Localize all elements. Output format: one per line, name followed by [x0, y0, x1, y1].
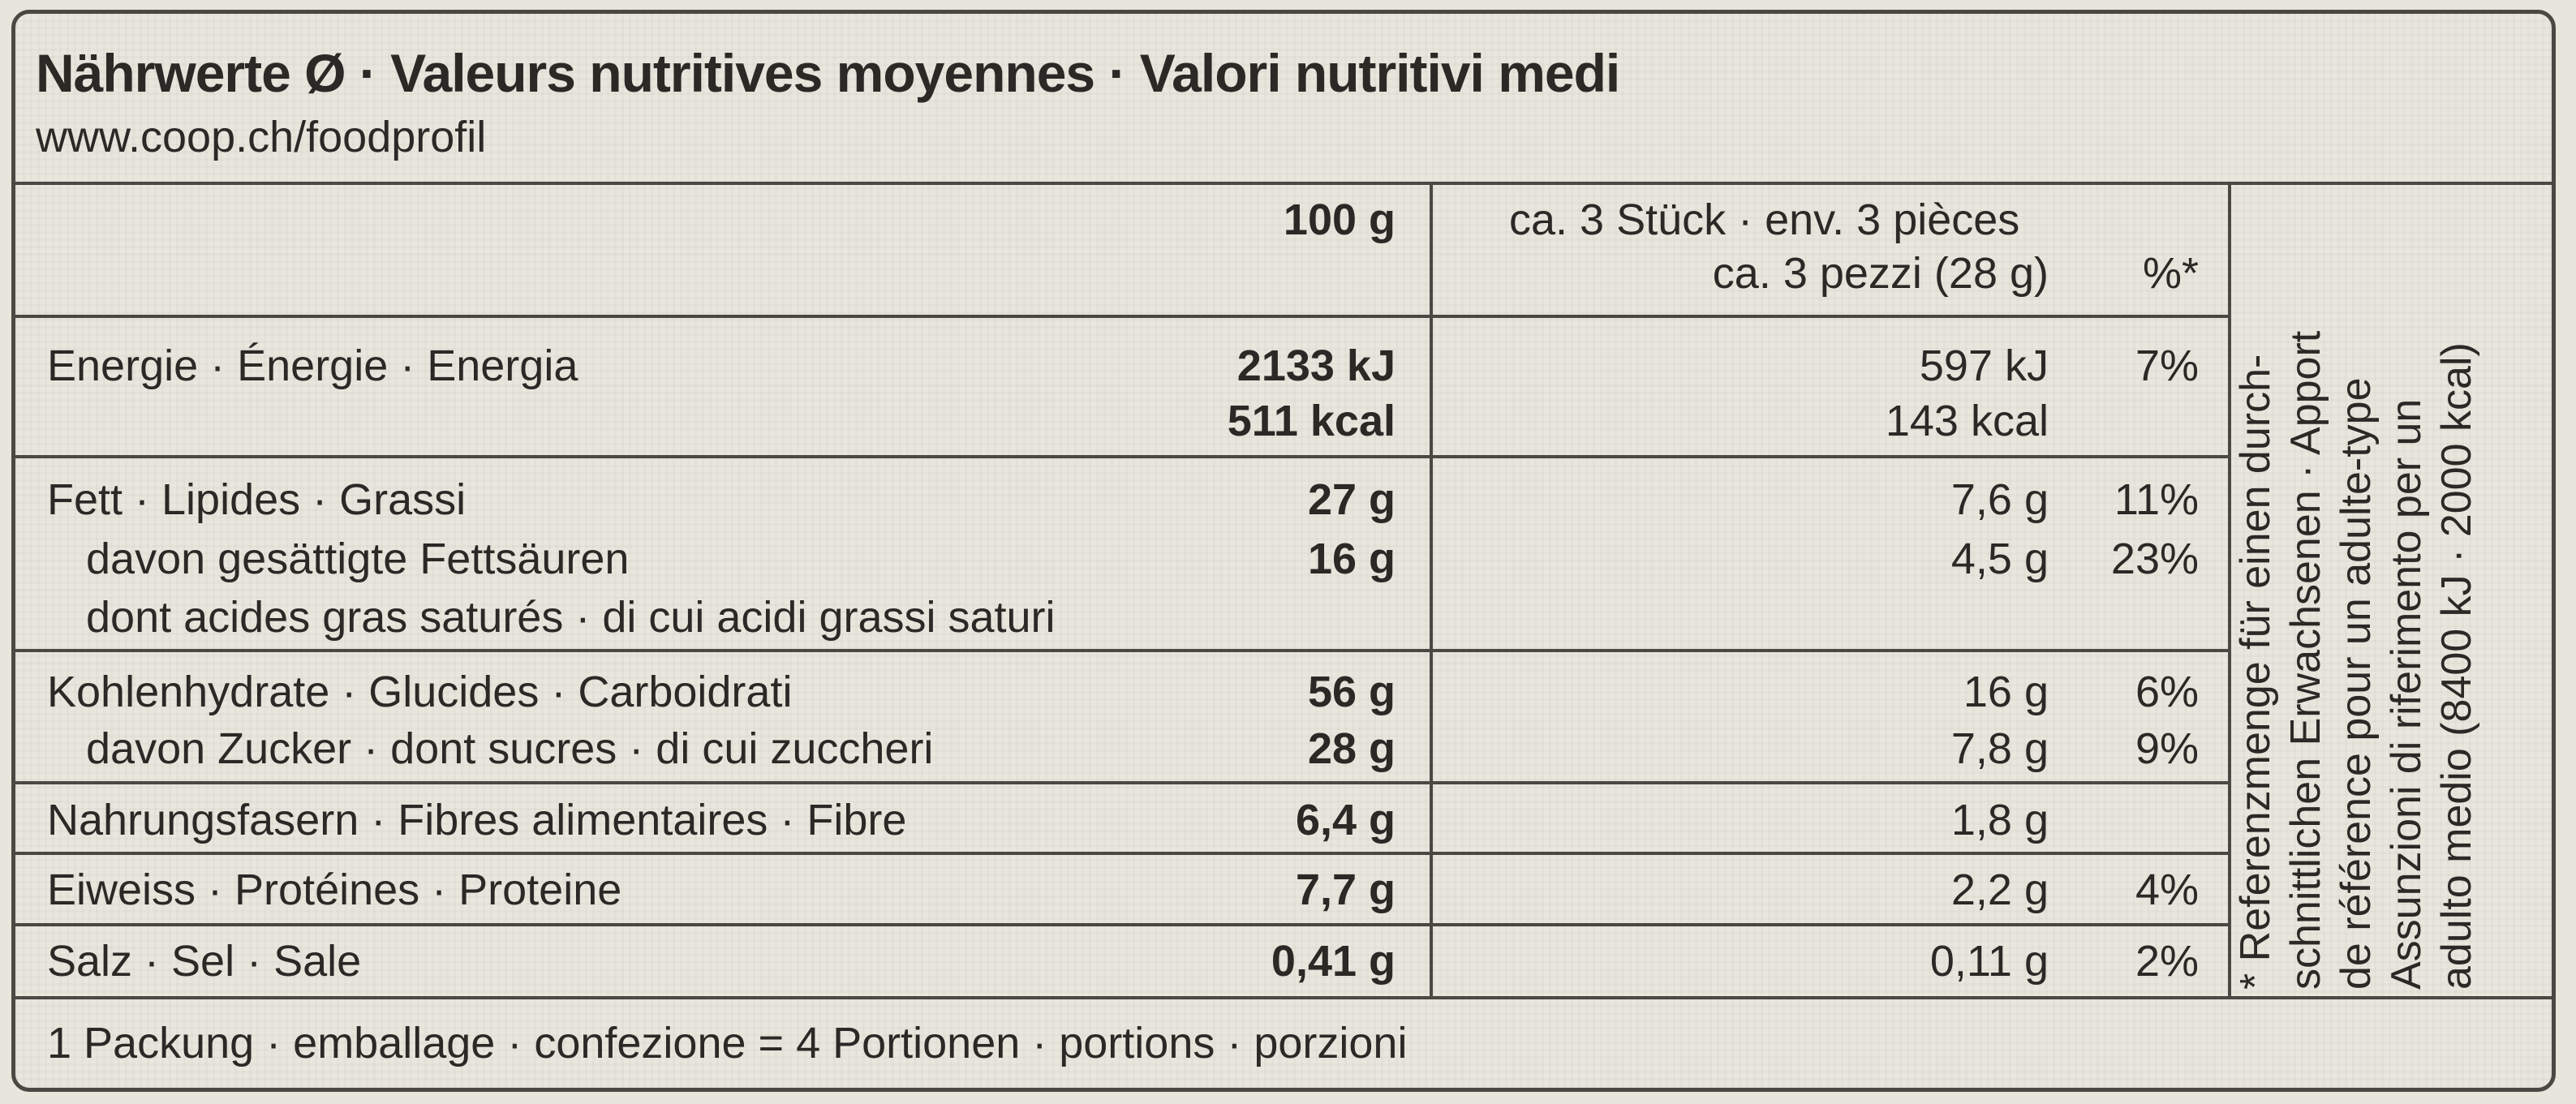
carbs-100g: 56 g: [1307, 668, 1396, 716]
rule-under-energy: [11, 455, 2230, 458]
reference-note-line-5: adulto medio (8400 kJ · 2000 kcal): [2433, 342, 2480, 990]
sugar-portion: 7,8 g: [1950, 724, 2049, 773]
protein-percent: 4%: [2135, 866, 2199, 914]
sugar-label: davon Zucker · dont sucres · di cui zuccheri: [86, 724, 934, 773]
rule-under-fat: [11, 649, 2230, 652]
col-header-portion-1: ca. 3 Stück · env. 3 pièces: [1509, 195, 2020, 244]
satfat-100g: 16 g: [1307, 535, 1396, 583]
fibre-portion: 1,8 g: [1950, 796, 2049, 844]
rule-under-carbs: [11, 781, 2230, 784]
reference-note-line-4: Assunzioni di riferimento per un: [2383, 398, 2430, 990]
rule-under-protein: [11, 923, 2230, 926]
satfat-label-2: dont acides gras saturés · di cui acidi grassi saturi: [86, 593, 1056, 642]
sugar-percent: 9%: [2135, 724, 2199, 773]
energy-label: Energie · Énergie · Energia: [47, 342, 578, 390]
salt-label: Salz · Sel · Sale: [47, 937, 362, 986]
satfat-label-1: davon gesättigte Fettsäuren: [86, 535, 630, 583]
reference-note-line-1: * Referenzmenge für einen durch-: [2232, 354, 2279, 990]
protein-label: Eiweiss · Protéines · Proteine: [47, 866, 622, 914]
reference-note-line-3: de référence pour un adulte-type: [2333, 377, 2380, 990]
protein-portion: 2,2 g: [1950, 866, 2049, 914]
rule-above-footer: [11, 996, 2556, 999]
salt-100g: 0,41 g: [1271, 937, 1396, 986]
energy-100g-kj: 2133 kJ: [1236, 342, 1396, 390]
rule-under-columns: [11, 315, 2230, 318]
fat-percent: 11%: [2114, 475, 2199, 524]
satfat-portion: 4,5 g: [1950, 535, 2049, 583]
fat-100g: 27 g: [1307, 475, 1396, 524]
col-header-percent: %*: [2142, 249, 2199, 298]
rule-under-fibre: [11, 852, 2230, 855]
energy-portion-kcal: 143 kcal: [1885, 397, 2049, 445]
protein-100g: 7,7 g: [1295, 866, 1396, 914]
carbs-label: Kohlenhydrate · Glucides · Carboidrati: [47, 668, 793, 716]
fibre-label: Nahrungsfasern · Fibres alimentaires · Fibre: [47, 796, 907, 844]
column-divider: [1430, 182, 1433, 998]
carbs-portion: 16 g: [1963, 668, 2049, 716]
website-url: www.coop.ch/foodprofil: [36, 113, 487, 161]
salt-percent: 2%: [2135, 937, 2199, 986]
carbs-percent: 6%: [2135, 668, 2199, 716]
fat-label: Fett · Lipides · Grassi: [47, 475, 467, 524]
salt-portion: 0,11 g: [1929, 937, 2049, 986]
energy-100g-kcal: 511 kcal: [1227, 397, 1396, 445]
rule-under-header: [11, 182, 2556, 185]
sugar-100g: 28 g: [1307, 724, 1396, 773]
package-portions-note: 1 Packung · emballage · confezione = 4 Portionen · portions · porzioni: [47, 1019, 1408, 1067]
label-title: Nährwerte Ø · Valeurs nutritives moyennes · Valori nutritivi medi: [36, 43, 1620, 103]
col-header-portion-2: ca. 3 pezzi (28 g): [1712, 249, 2049, 298]
fibre-100g: 6,4 g: [1295, 796, 1396, 844]
reference-intake-note: [2230, 178, 2482, 990]
reference-note-line-2: schnittlichen Erwachsenen · Apport: [2282, 330, 2329, 990]
satfat-percent: 23%: [2110, 535, 2199, 583]
energy-portion-kj: 597 kJ: [1919, 342, 2049, 390]
energy-percent: 7%: [2135, 342, 2199, 390]
col-header-100g: 100 g: [1283, 195, 1396, 244]
fat-portion: 7,6 g: [1950, 475, 2049, 524]
